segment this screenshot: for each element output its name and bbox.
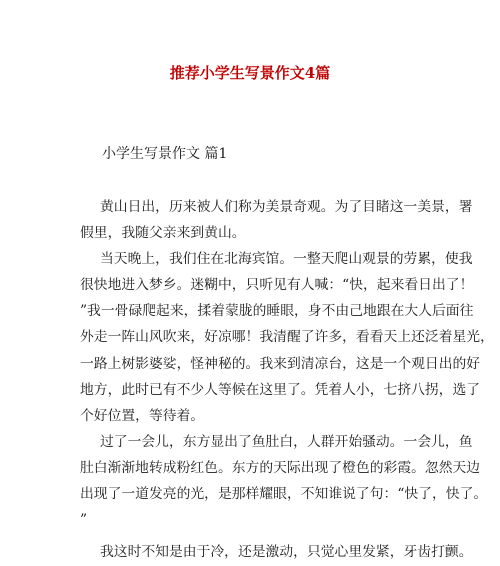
paragraph-3-line-3: 出现了一道发亮的光，是那样耀眼，不知谁说了句：“快了，快了。	[80, 486, 488, 503]
paragraph-2-line-5: 一路上树影婆娑，怪神秘的。我来到清凉台，这是一个观日出的好	[80, 355, 481, 372]
paragraph-3-line-4: ”	[80, 512, 88, 529]
paragraph-3-line-2: 肚白渐渐地转成粉红色。东方的天际出现了橙色的彩霞。忽然天边	[80, 459, 481, 476]
section-heading: 小学生写景作文 篇1	[102, 146, 228, 162]
paragraph-1-line-2: 假里，我随父亲来到黄山。	[80, 225, 246, 242]
paragraph-2-line-4: 外走一阵山风吹来，好凉哪！我清醒了许多，看看天上还泛着星光，	[80, 329, 494, 346]
paragraph-1-line-1: 黄山日出，历来被人们称为美景奇观。为了目睹这一美景，署	[100, 199, 473, 215]
paragraph-2-line-7: 个好位置，等待着。	[80, 407, 205, 424]
paragraph-2-line-3: ”我一骨碌爬起来，揉着蒙胧的睡眼，身不由己地跟在大人后面往	[80, 303, 474, 320]
article-body	[80, 194, 494, 565]
document-title: 推荐小学生写景作文4篇	[169, 64, 331, 82]
paragraph-2-line-2: 很快地进入梦乡。迷糊中，只听见有人喊：“快，起来看日出了！	[80, 277, 474, 294]
paragraph-2-line-1: 当天晚上，我们住在北海宾馆。一整天爬山观景的劳累，使我	[100, 251, 473, 268]
paragraph-2-line-6: 地方，此时已有不少人等候在这里了。凭着人小，七挤八拐，选了	[80, 381, 481, 398]
paragraph-3-line-1: 过了一会儿，东方显出了鱼肚白，人群开始骚动。一会儿，鱼	[100, 433, 473, 450]
paragraph-4-line-1: 我这时不知是由于冷，还是激动，只觉心里发紧，牙齿打颤。	[100, 544, 473, 561]
